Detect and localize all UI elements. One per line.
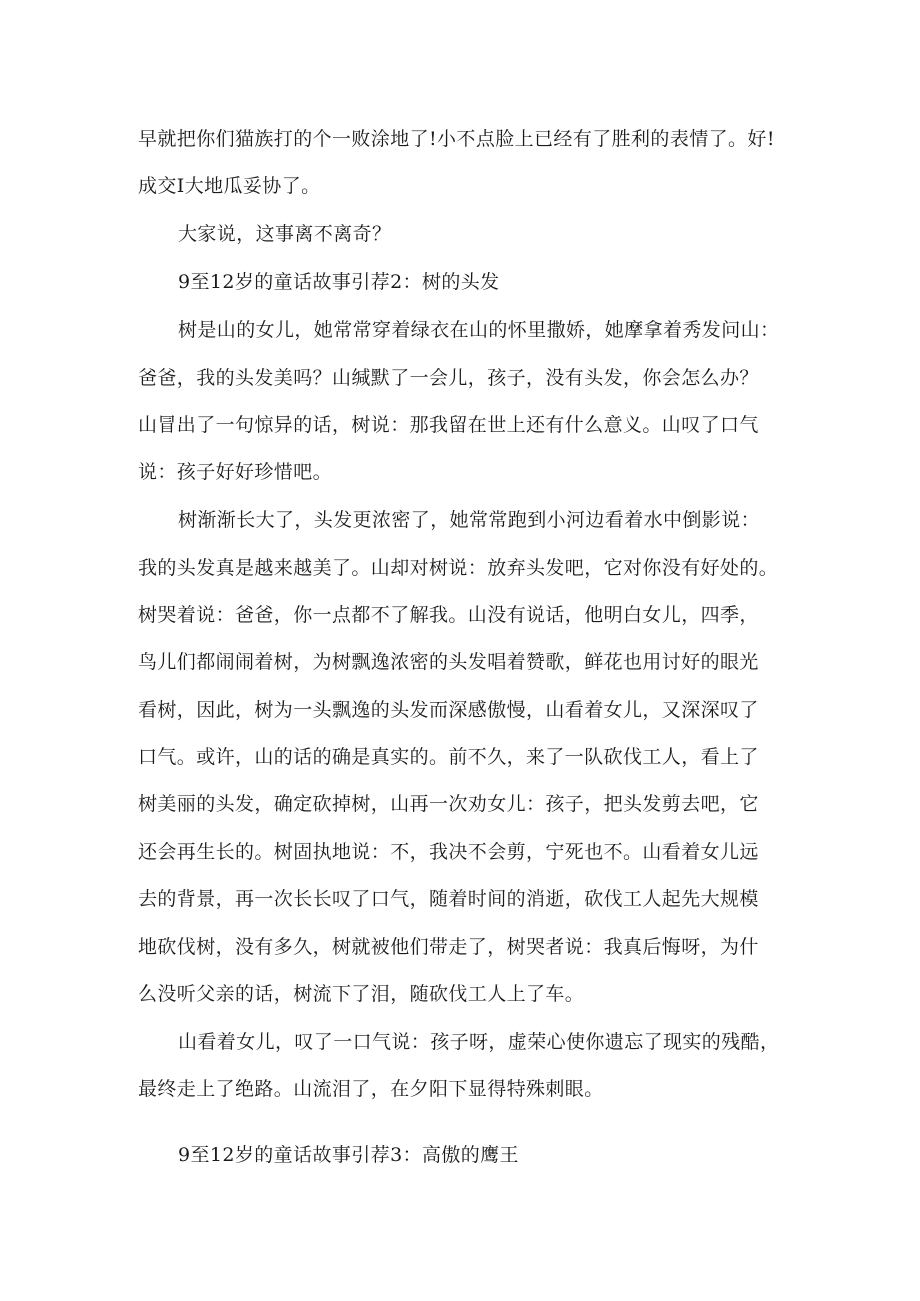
paragraph-line: 我的头发真是越来越美了。山却对树说：放弃头发吧，它对你没有好处的。	[138, 557, 779, 579]
paragraph-line: 口气。或许，山的话的确是真实的。前不久，来了一队砍伐工人，看上了	[138, 746, 759, 768]
paragraph-line: 大家说，这事离不离奇？	[178, 223, 392, 245]
paragraph-line: 树美丽的头发，确定砍掉树，山再一次劝女儿：孩子，把头发剪去吧，它	[138, 793, 759, 815]
paragraph-line: 早就把你们猫族打的个一败涂地了!小不点脸上已经有了胜利的表情了。好!	[138, 128, 775, 150]
paragraph-line: 说：孩子好好珍惜吧。	[138, 461, 333, 483]
paragraph-line: 地砍伐树，没有多久，树就被他们带走了，树哭者说：我真后悔呀，为什	[138, 936, 759, 958]
section-heading: 9至12岁的童话故事引荐3：高傲的鹰王	[178, 1144, 519, 1166]
paragraph-line: 鸟儿们都闹闹着树，为树飘逸浓密的头发唱着赞歌，鲜花也用讨好的眼光	[138, 651, 759, 673]
paragraph-line: 树是山的女儿，她常常穿着绿衣在山的怀里撒娇，她摩拿着秀发问山：	[178, 319, 780, 341]
paragraph-line: 去的背景，再一次长长叹了口气，随着时间的消逝，砍伐工人起先大规模	[138, 888, 759, 910]
paragraph-line: 看树，因此，树为一头飘逸的头发而深感傲慢，山看着女儿，又深深叹了	[138, 699, 759, 721]
paragraph-line: 最终走上了绝路。山流泪了，在夕阳下显得特殊刺眼。	[138, 1078, 604, 1100]
paragraph-line: 树渐渐长大了，头发更浓密了，她常常跑到小河边看着水中倒影说：	[178, 509, 761, 531]
paragraph-line: 还会再生长的。树固执地说：不，我决不会剪，宁死也不。山看着女儿远	[138, 841, 759, 863]
paragraph-line: 么没听父亲的话，树流下了泪，随砍伐工人上了车。	[138, 983, 585, 1005]
paragraph-line: 爸爸，我的头发美吗？山缄默了一会儿，孩子，没有头发，你会怎么办？	[138, 367, 759, 389]
paragraph-line: 树哭着说：爸爸，你一点都不了解我。山没有说话，他明白女儿，四季，	[138, 604, 759, 626]
paragraph-line: 山看着女儿，叹了一口气说：孩子呀，虚荣心使你遗忘了现实的残酷，	[178, 1031, 780, 1053]
paragraph-line: 山冒出了一句惊异的话，树说：那我留在世上还有什么意义。山叹了口气	[138, 414, 759, 436]
section-heading: 9至12岁的童话故事引荐2：树的头发	[178, 271, 500, 293]
paragraph-line: 成交I大地瓜妥协了。	[138, 175, 321, 197]
